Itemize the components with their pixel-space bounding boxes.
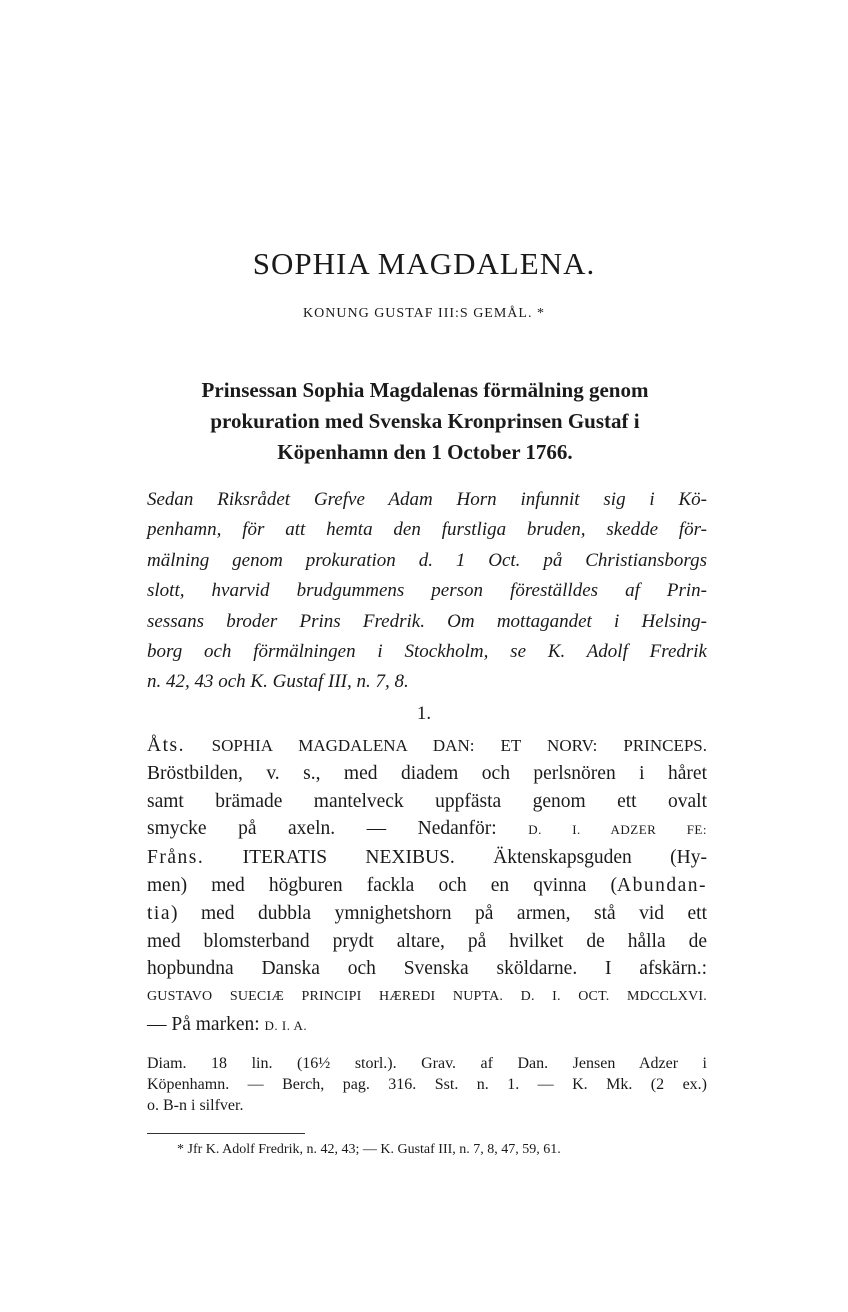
signature-text: D. I. ADZER FE:	[528, 822, 707, 838]
section-heading	[150, 375, 700, 468]
page-title: SOPHIA MAGDALENA.	[252, 246, 596, 281]
description-line: med blomsterband prydt altare, på hvilket de hålla de	[147, 930, 707, 952]
description-line	[147, 1011, 707, 1040]
intro-line: mälning genom prokuration d. 1 Oct. på Christiansborgs	[147, 549, 707, 571]
heading-line: prokuration med Svenska Kronprinsen Gustaf i	[210, 409, 640, 433]
medal-number: 1.	[416, 703, 432, 724]
intro-line: borg och förmälningen i Stockholm, se K. Adolf Fredrik	[147, 641, 707, 663]
reverse-label: Fråns.	[147, 847, 205, 869]
obverse-legend: SOPHIA MAGDALENA DAN: ET NORV: PRINCEPS.	[211, 736, 708, 755]
exergue-legend: GUSTAVO SUECIÆ PRINCIPI HÆREDI NUPTA. D. I. OCT. MDCCLXVI.	[147, 989, 707, 1005]
intro-line: penhamn, för att hemta den furstliga bruden, skedde för-	[147, 519, 707, 541]
description-line: samt brämade mantelveck uppfästa genom ett ovalt	[147, 790, 707, 812]
description-text: men) med högburen fackla och en qvinna (	[147, 874, 618, 896]
description-line: Bröstbilden, v. s., med diadem och perlsnören i håret	[147, 762, 707, 784]
intro-line: n. 42, 43 och K. Gustaf III, n. 7, 8.	[147, 671, 409, 693]
intro-line: slott, hvarvid brudgummens person föreställdes af Prin-	[147, 580, 707, 602]
details-line: o. B-n i silfver.	[147, 1097, 244, 1114]
spaced-word: tia	[147, 902, 171, 924]
intro-line: sessans broder Prins Fredrik. Om mottagandet i Helsing-	[147, 610, 707, 632]
reverse-legend: ITERATIS NEXIBUS. Äktenskapsguden (Hy-	[242, 847, 707, 869]
reverse-line	[147, 844, 707, 872]
description-text: smycke på axeln. — Nedanför:	[147, 818, 497, 840]
description-line	[147, 872, 707, 900]
footnote-divider	[147, 1133, 305, 1134]
heading-line: Köpenhamn den 1 October 1766.	[277, 440, 573, 464]
signature-text: D. I. A.	[264, 1017, 308, 1033]
description-line: hopbundna Danska och Svenska sköldarne. I afskärn.:	[147, 958, 707, 980]
heading-line: Prinsessan Sophia Magdalenas förmälning genom	[201, 378, 649, 402]
obverse-line	[147, 732, 707, 760]
medal-details	[147, 1053, 707, 1116]
obverse-label: Åts.	[147, 735, 185, 756]
description-text: ) med dubbla ymnighetshorn på armen, stå vid ett	[171, 902, 707, 924]
description-line	[147, 815, 707, 844]
description-line	[147, 900, 707, 928]
intro-line: Sedan Riksrådet Grefve Adam Horn infunnit sig i Kö-	[147, 489, 707, 510]
description-text: — På marken:	[147, 1013, 260, 1035]
details-line: Diam. 18 lin. (16½ storl.). Grav. af Dan. Jensen Adzer i	[147, 1055, 707, 1072]
footnote: * Jfr K. Adolf Fredrik, n. 42, 43; — K. Gustaf III, n. 7, 8, 47, 59, 61.	[177, 1142, 561, 1157]
details-line: Köpenhamn. — Berch, pag. 316. Sst. n. 1. — K. Mk. (2 ex.)	[147, 1076, 707, 1093]
medal-description	[147, 732, 707, 1040]
spaced-word: Abundan-	[617, 874, 707, 896]
page-subtitle: KONUNG GUSTAF III:S GEMÅL. *	[303, 306, 545, 321]
intro-paragraph	[147, 485, 707, 698]
